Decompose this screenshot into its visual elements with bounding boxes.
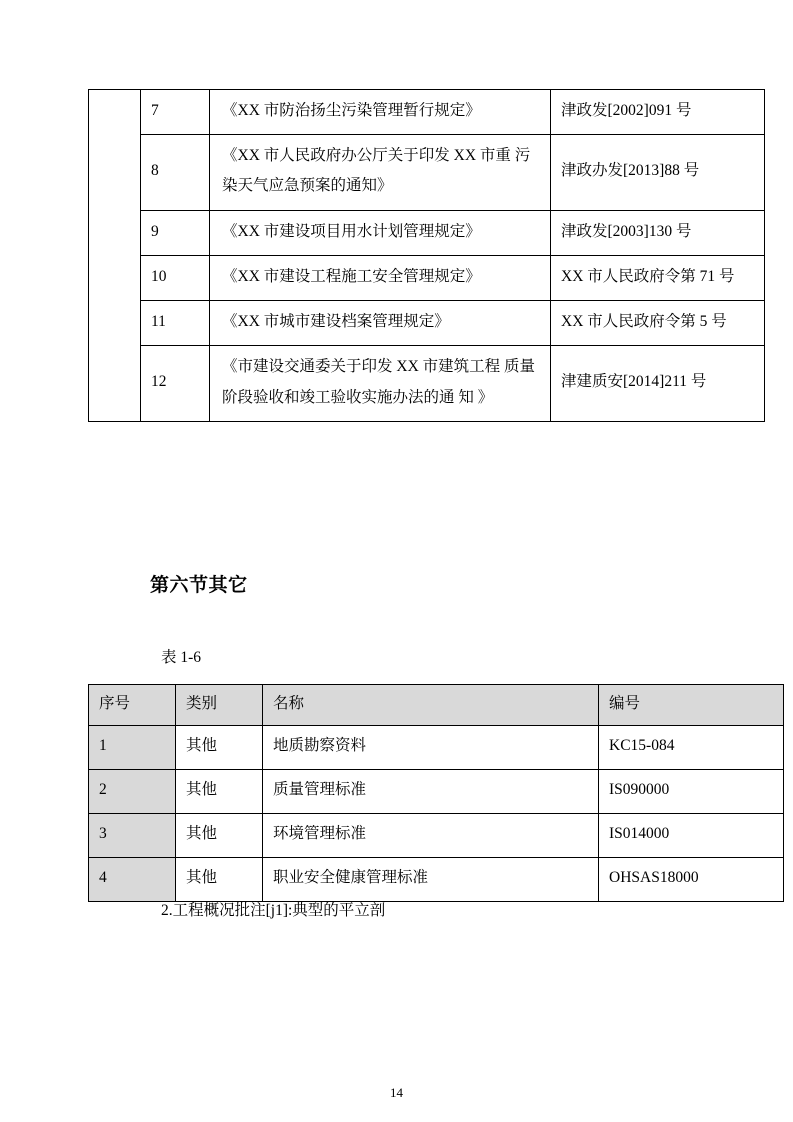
regulations-code-cell: XX 市人民政府令第 71 号 [551,255,765,300]
other-name-cell: 环境管理标准 [263,813,599,857]
regulations-seq-cell: 9 [141,210,210,255]
column-header-code: 编号 [599,685,784,726]
regulations-seq-cell: 12 [141,346,210,421]
regulations-code-cell: 津政发[2003]130 号 [551,210,765,255]
other-name-cell: 职业安全健康管理标准 [263,857,599,901]
regulations-name-cell: 《XX 市防治扬尘污染管理暂行规定》 [210,90,551,135]
other-name-cell: 地质勘察资料 [263,725,599,769]
regulations-name-cell: 《XX 市建设项目用水计划管理规定》 [210,210,551,255]
table-row [89,769,784,813]
other-code-cell: KC15-084 [599,725,784,769]
regulations-table-body [89,90,765,422]
other-type-cell: 其他 [176,769,263,813]
footnote-text: 2.工程概况批注[j1]:典型的平立剖 [161,902,386,919]
table-row [89,857,784,901]
column-header-name: 名称 [263,685,599,726]
other-code-cell: IS014000 [599,813,784,857]
other-type-cell: 其他 [176,725,263,769]
other-seq-cell: 4 [89,857,176,901]
other-name-cell: 质量管理标准 [263,769,599,813]
column-header-type: 类别 [176,685,263,726]
other-seq-cell: 2 [89,769,176,813]
regulations-seq-cell: 8 [141,135,210,210]
table-row [89,90,765,135]
regulations-left-spacer-cell [89,90,141,422]
regulations-seq-cell: 7 [141,90,210,135]
regulations-code-cell: 津政办发[2013]88 号 [551,135,765,210]
regulations-code-cell: 津政发[2002]091 号 [551,90,765,135]
other-code-cell: IS090000 [599,769,784,813]
regulations-name-cell: 《XX 市建设工程施工安全管理规定》 [210,255,551,300]
other-type-cell: 其他 [176,857,263,901]
regulations-code-cell: XX 市人民政府令第 5 号 [551,301,765,346]
table-row [89,346,765,421]
other-documents-table [88,684,784,902]
other-type-cell: 其他 [176,813,263,857]
table-row [89,255,765,300]
table-row [89,725,784,769]
regulations-seq-cell: 10 [141,255,210,300]
other-code-cell: OHSAS18000 [599,857,784,901]
other-seq-cell: 1 [89,725,176,769]
regulations-name-cell: 《XX 市城市建设档案管理规定》 [210,301,551,346]
table-row [89,210,765,255]
regulations-table [88,89,765,422]
other-seq-cell: 3 [89,813,176,857]
other-documents-table-head [89,685,784,726]
page-number: 14 [390,1085,403,1100]
other-documents-table-body [89,725,784,901]
table-row [89,301,765,346]
section-heading: 第六节其它 [150,574,248,596]
regulations-code-cell: 津建质安[2014]211 号 [551,346,765,421]
regulations-seq-cell: 11 [141,301,210,346]
table-row [89,813,784,857]
table-caption: 表 1-6 [161,649,202,666]
regulations-name-cell: 《市建设交通委关于印发 XX 市建筑工程 质量阶段验收和竣工验收实施办法的通 知 》 [210,346,551,421]
table-header-row [89,685,784,726]
table-row [89,135,765,210]
column-header-seq: 序号 [89,685,176,726]
regulations-name-cell: 《XX 市人民政府办公厅关于印发 XX 市重 污染天气应急预案的通知》 [210,135,551,210]
